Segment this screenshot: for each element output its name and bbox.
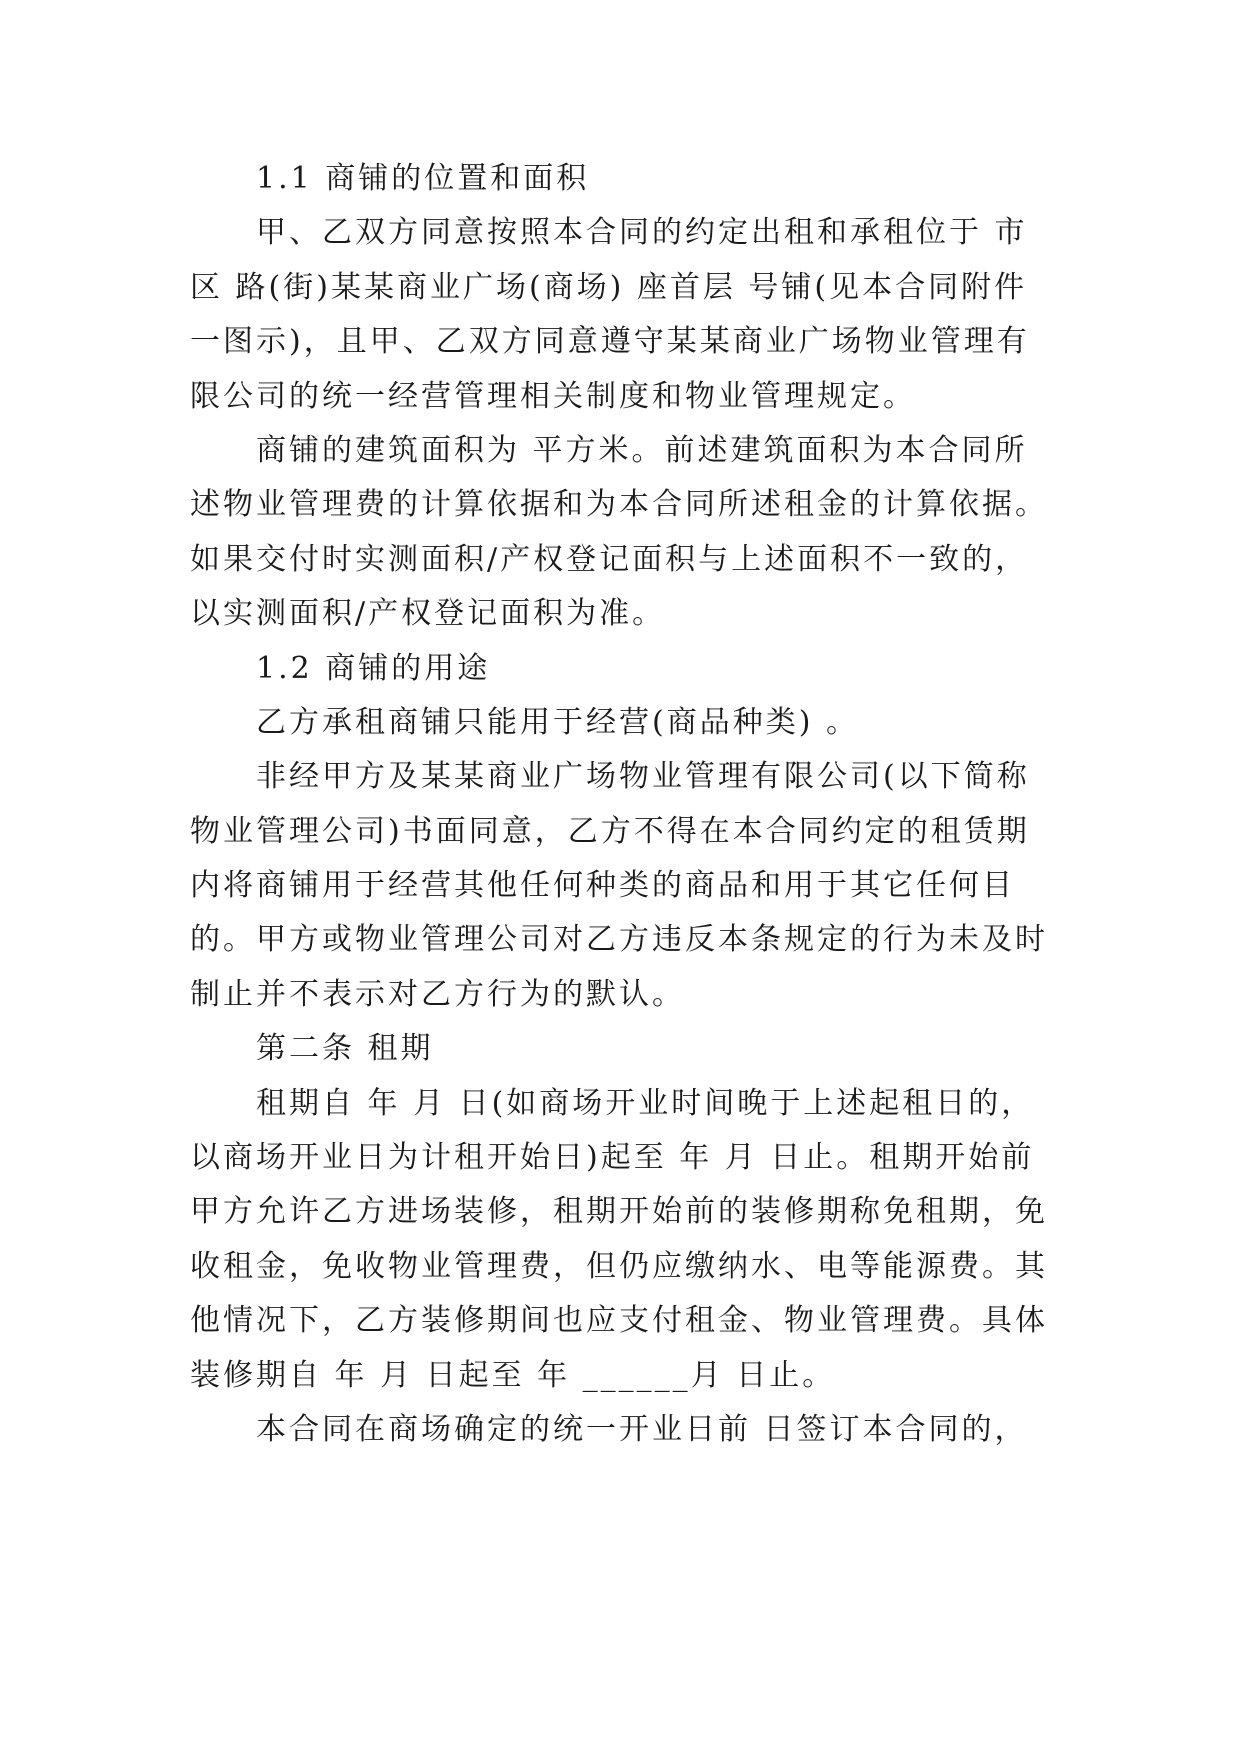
text-line: 一图示)，且甲、乙双方同意遵守某某商业广场物业管理有 [190,324,1030,360]
text-line: 甲、乙双方同意按照本合同的约定出租和承租位于 市 [256,215,1028,251]
text-line: 非经甲方及某某商业广场物业管理有限公司(以下简称 [256,759,1030,795]
text-line: 甲方允许乙方进场装修，租期开始前的装修期称免租期，免 [190,1194,1048,1230]
text-line: 以商场开业日为计租开始日)起至 年 月 日止。租期开始前 [190,1140,1035,1176]
text-line: 1.1 商铺的位置和面积 [256,161,590,196]
text-line: 他情况下，乙方装修期间也应支付租金、物业管理费。具体 [190,1303,1048,1339]
text-line: 以实测面积/产权登记面积为准。 [190,596,666,632]
text-line: 乙方承租商铺只能用于经营(商品种类) 。 [256,704,859,740]
text-line: 装修期自 年 月 日起至 年 ______月 日止。 [190,1357,836,1393]
text-line: 商铺的建筑面积为 平方米。前述建筑面积为本合同所 [256,432,1028,468]
text-line: 本合同在商场确定的统一开业日前 日签订本合同的， [256,1411,1028,1447]
text-line: 1.2 商铺的用途 [256,650,491,686]
text-line: 物业管理公司)书面同意，乙方不得在本合同约定的租赁期 [190,813,1030,849]
text-line: 租期自 年 月 日(如商场开业时间晚于上述起租日的， [256,1085,1035,1121]
text-line: 述物业管理费的计算依据和为本合同所述租金的计算依据。 [190,487,1048,523]
text-line: 限公司的统一经营管理相关制度和物业管理规定。 [190,378,916,414]
text-line: 的。甲方或物业管理公司对乙方违反本条规定的行为未及时 [190,922,1048,958]
text-line: 内将商铺用于经营其他任何种类的商品和用于其它任何目 [190,868,1015,904]
contract-text [190,152,1070,1457]
text-line: 制止并不表示对乙方行为的默认。 [190,976,685,1012]
text-line: 收租金，免收物业管理费，但仍应缴纳水、电等能源费。其 [190,1248,1048,1284]
text-line: 第二条 租期 [256,1031,434,1067]
text-line: 区 路(街)某某商业广场(商场) 座首层 号铺(见本合同附件 [190,269,1028,305]
text-line: 如果交付时实测面积/产权登记面积与上述面积不一致的， [190,541,1029,577]
